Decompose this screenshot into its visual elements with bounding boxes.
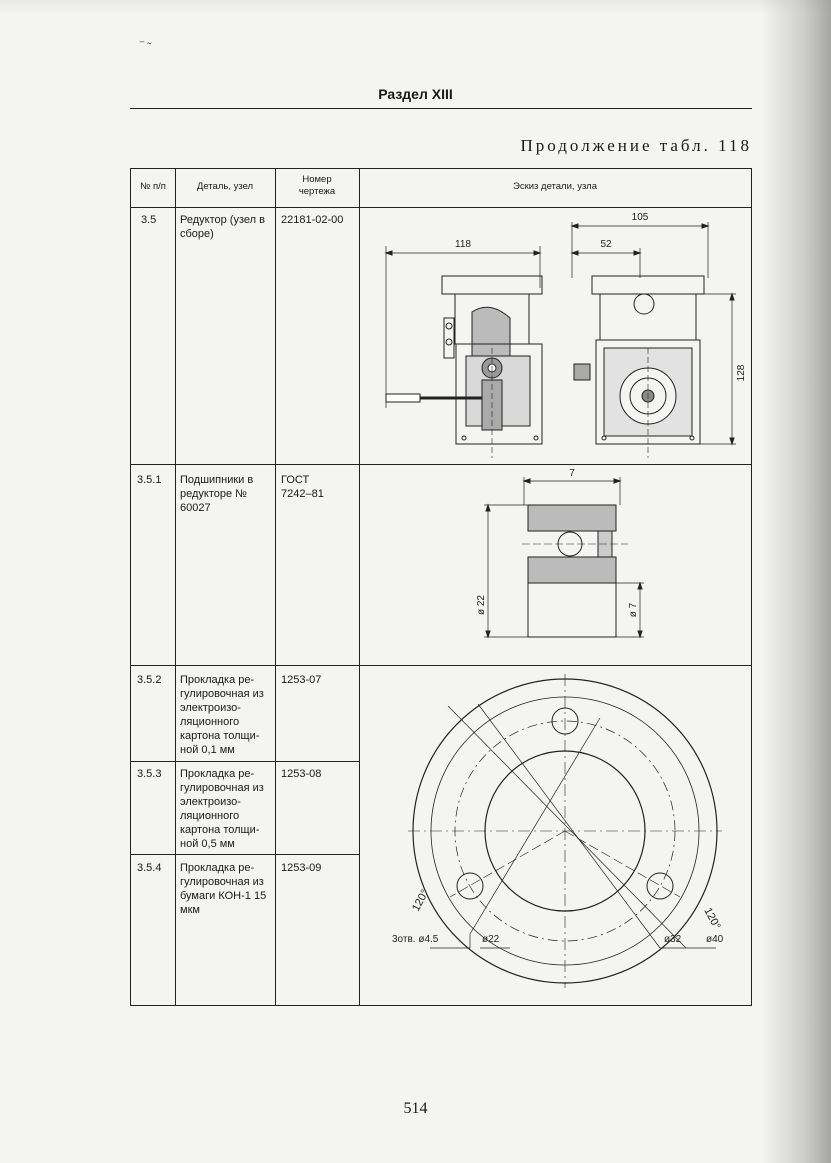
label-holes: 3отв. ø4.5 — [392, 934, 439, 945]
row-num: 3.5.2 — [137, 674, 162, 686]
table-continuation-caption: Продолжение табл. 118 — [520, 136, 752, 155]
section-title: Раздел XIII — [378, 86, 453, 102]
header-part: Деталь, узел — [196, 181, 254, 192]
margin-mark: ‾ ˜ — [140, 40, 152, 54]
dim-128: 128 — [736, 364, 747, 382]
dim-outer-diameter: ø 22 — [476, 594, 487, 616]
scan-top-shadow — [0, 0, 831, 14]
header-rule — [130, 108, 752, 109]
bearing-sketch — [360, 465, 751, 665]
header-drawing: Номер чертежа — [298, 174, 336, 197]
page-number: 514 — [403, 1100, 428, 1117]
label-d32: ø32 — [664, 934, 682, 945]
row-part: Прокладка ре-гулировочная из электроизо-ляционного картона толщи-ной 0,1 мм — [180, 674, 264, 756]
gasket-sketch — [360, 666, 751, 1005]
col-divider — [275, 169, 276, 1005]
dim-bearing-width: 7 — [569, 468, 575, 479]
row-part: Редуктор (узел в сборе) — [180, 214, 265, 240]
angle-right: 120° — [701, 905, 723, 932]
row-drawing: 22181-02-00 — [281, 214, 344, 226]
row-num: 3.5.3 — [137, 768, 162, 780]
row-part: Прокладка ре-гулировочная из электроизо-ляционного картона толщи-ной 0,5 мм — [180, 768, 264, 850]
reducer-assembly-sketch — [360, 208, 751, 464]
angle-left: 120° — [410, 887, 432, 914]
row-part: Подшипники в редукторе № 60027 — [180, 474, 254, 514]
dim-52: 52 — [600, 239, 612, 250]
scan-binding-shadow — [761, 0, 831, 1163]
row-num: 3.5 — [141, 214, 157, 226]
dim-118: 118 — [455, 239, 471, 250]
row-drawing: 1253-09 — [281, 862, 322, 874]
header-num: № п/п — [140, 181, 166, 192]
dim-105: 105 — [631, 212, 649, 223]
row-divider — [131, 761, 359, 762]
dim-inner-diameter: ø 7 — [628, 602, 639, 618]
row-num: 3.5.4 — [137, 862, 162, 874]
reducer-front-view — [572, 222, 736, 458]
col-divider — [175, 169, 176, 1005]
row-part: Прокладка ре-гулировочная из бумаги КОН-1 15 мкм — [180, 862, 267, 916]
header-sketch: Эскиз детали, узла — [512, 181, 598, 192]
row-num: 3.5.1 — [137, 474, 162, 486]
label-d40: ø40 — [706, 934, 724, 945]
row-drawing: 1253-08 — [281, 768, 322, 780]
label-d22: ø22 — [482, 934, 500, 945]
parts-table — [130, 168, 752, 1006]
row-drawing: 1253-07 — [281, 674, 322, 686]
row-drawing: ГОСТ 7242–81 — [281, 474, 324, 500]
row-divider — [131, 854, 359, 855]
reducer-side-view — [386, 246, 542, 458]
